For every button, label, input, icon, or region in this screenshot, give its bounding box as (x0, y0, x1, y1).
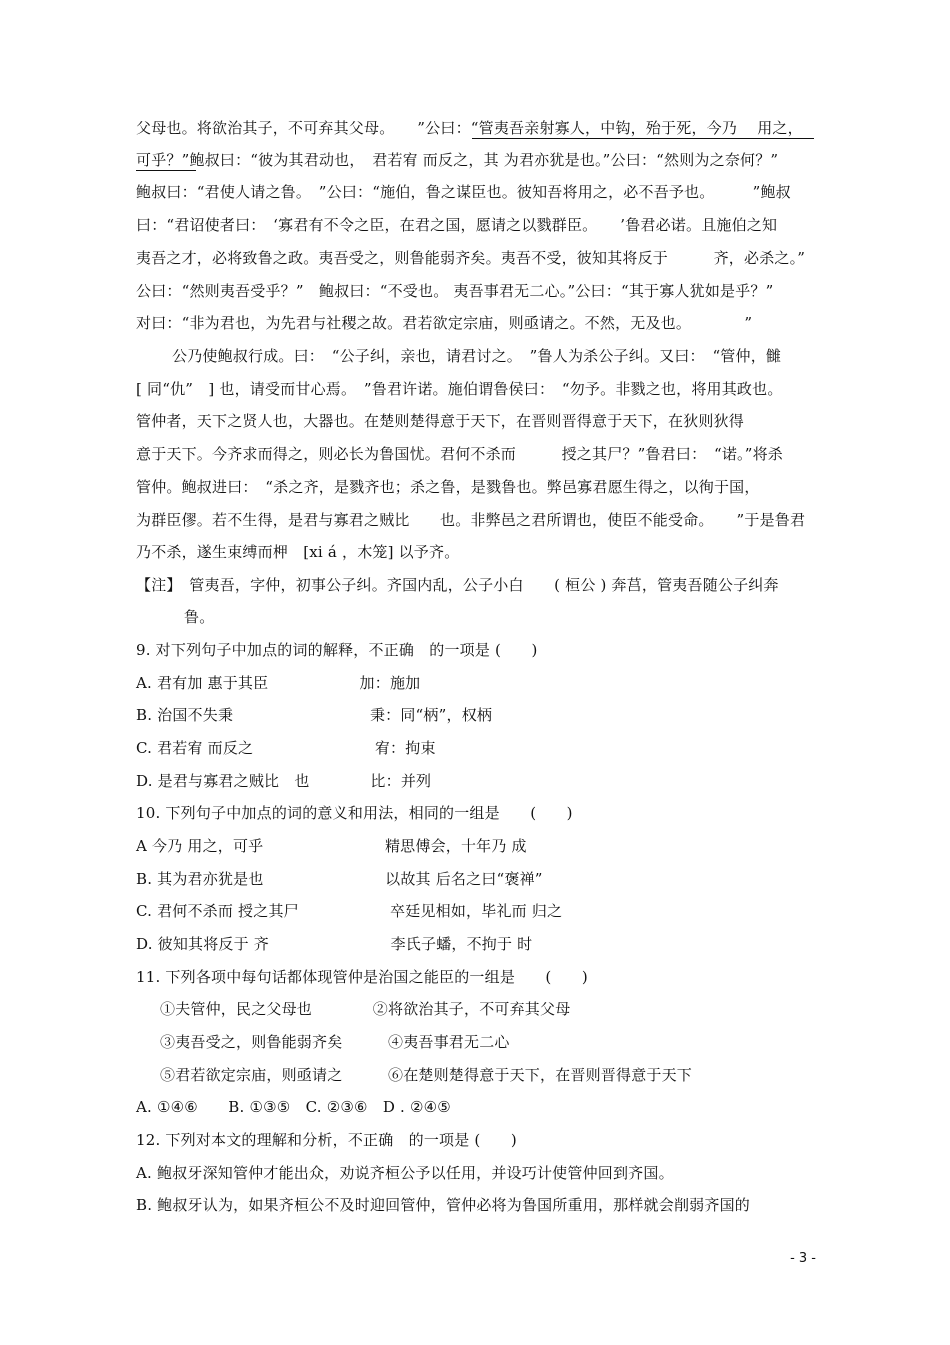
question-12-option-a: A. 鲍叔牙深知管仲才能出众，劝说齐桓公予以任用，并设巧计使管仲回到齐国。 (136, 1164, 674, 1182)
page-number: - 3 - (790, 1251, 816, 1266)
passage-line: 鲍叔曰：“君使人请之鲁。 ”公曰：“施伯，鲁之谋臣也。彼知吾将用之，必不吾予也。 ”鲍叔 (136, 183, 791, 201)
question-10-option-d: D. 彼知其将反于 齐 李氏子蟠，不拘于 时 (136, 935, 533, 953)
question-9-option-a: A. 君有加 惠于其臣 加：施加 (136, 674, 421, 692)
passage-line: 公乃使鲍叔行成。曰： “公子纠，亲也，请君讨之。 ”鲁人为杀公子纠。又曰： “管仲，雠 (172, 347, 782, 365)
passage-line: 为群臣僇。若不生得，是君与寡君之贼比 也。非弊邑之君所谓也，使臣不能受命。 ”于是鲁君 (136, 511, 806, 529)
passage-line: [ 同“仇” ] 也，请受而甘心焉。 ”鲁君许诺。施伯谓鲁侯曰： “勿予。非戮之也，将用其政也。 (136, 380, 783, 398)
question-11-row: ①夫管仲，民之父母也 ②将欲治其子，不可弃其父母 (160, 1000, 571, 1018)
note-line: 【注】 管夷吾，字仲，初事公子纠。齐国内乱，公子小白 ( 桓公 ) 奔莒，管夷吾随公子纠奔 (136, 576, 779, 594)
passage-line: 乃不杀，遂生束缚而柙 [xi á ，木笼] 以予齐。 (136, 543, 460, 561)
question-11-options: A. ①④⑥ B. ①③⑤ C. ②③⑥ D . ②④⑤ (136, 1098, 451, 1116)
question-10-option-a: A 今乃 用之，可乎 精思傅会，十年乃 成 (136, 837, 527, 855)
question-9-option-b: B. 治国不失秉 秉：同“柄”，权柄 (136, 706, 493, 724)
passage-line: 管仲。鲍叔进曰： “杀之齐，是戮齐也；杀之鲁，是戮鲁也。弊邑寡君愿生得之，以徇于国， (136, 478, 760, 496)
note-line: 鲁。 (184, 608, 215, 626)
question-11-stem: 11. 下列各项中每句话都体现管仲是治国之能臣的一组是 ( ) (136, 968, 588, 986)
underline (472, 138, 814, 139)
question-12-option-b: B. 鲍叔牙认为，如果齐桓公不及时迎回管仲，管仲必将为鲁国所重用，那样就会削弱齐国的 (136, 1196, 750, 1214)
question-10-option-b: B. 其为君亦犹是也 以故其 后名之曰“褒禅” (136, 870, 543, 888)
passage-line: 管仲者，天下之贤人也，大器也。在楚则楚得意于天下，在晋则晋得意于天下，在狄则狄得 (136, 412, 745, 430)
passage-line: 对曰：“非为君也，为先君与社稷之故。君若欲定宗庙，则亟请之。不然，无及也。 ” (136, 314, 753, 332)
passage-line: 曰：“君诏使者曰： ‘寡君有不令之臣，在君之国，愿请之以戮群臣。 ’鲁君必诺。且施伯之知 (136, 216, 778, 234)
question-9-option-c: C. 君若宥 而反之 宥：拘束 (136, 739, 436, 757)
question-11-row: ⑤君若欲定宗庙，则亟请之 ⑥在楚则楚得意于天下，在晋则晋得意于天下 (160, 1066, 693, 1084)
passage-line: 意于天下。今齐求而得之，则必长为鲁国忧。君何不杀而 授之其尸？”鲁君曰： “诺。”将杀 (136, 445, 784, 463)
passage-line: 父母也。将欲治其子，不可弃其父母。 ”公曰：“管夷吾亲射寡人，中钩，殆于死，今乃 用之， (136, 119, 803, 137)
passage-line: 可乎？”鲍叔曰：“彼为其君动也， 君若宥 而反之，其 为君亦犹是也。”公曰：“然则为之奈何？” (136, 151, 779, 169)
question-10-stem: 10. 下列句子中加点的词的意义和用法，相同的一组是 ( ) (136, 804, 573, 822)
underline (136, 170, 196, 171)
passage-line: 公曰：“然则夷吾受乎？” 鲍叔曰：“不受也。 夷吾事君无二心。”公曰：“其于寡人犹如是乎？” (136, 282, 774, 300)
question-12-stem: 12. 下列对本文的理解和分析，不正确 的一项是 ( ) (136, 1131, 517, 1149)
passage-line: 夷吾之才，必将致鲁之政。夷吾受之，则鲁能弱齐矣。夷吾不受，彼知其将反于 齐，必杀之。” (136, 249, 806, 267)
question-11-row: ③夷吾受之，则鲁能弱齐矣 ④夷吾事君无二心 (160, 1033, 510, 1051)
question-9-option-d: D. 是君与寡君之贼比 也 比：并列 (136, 772, 432, 790)
question-9-stem: 9. 对下列句子中加点的词的解释，不正确 的一项是 ( ) (136, 641, 538, 659)
question-10-option-c: C. 君何不杀而 授之其尸 卒廷见相如，毕礼而 归之 (136, 902, 563, 920)
